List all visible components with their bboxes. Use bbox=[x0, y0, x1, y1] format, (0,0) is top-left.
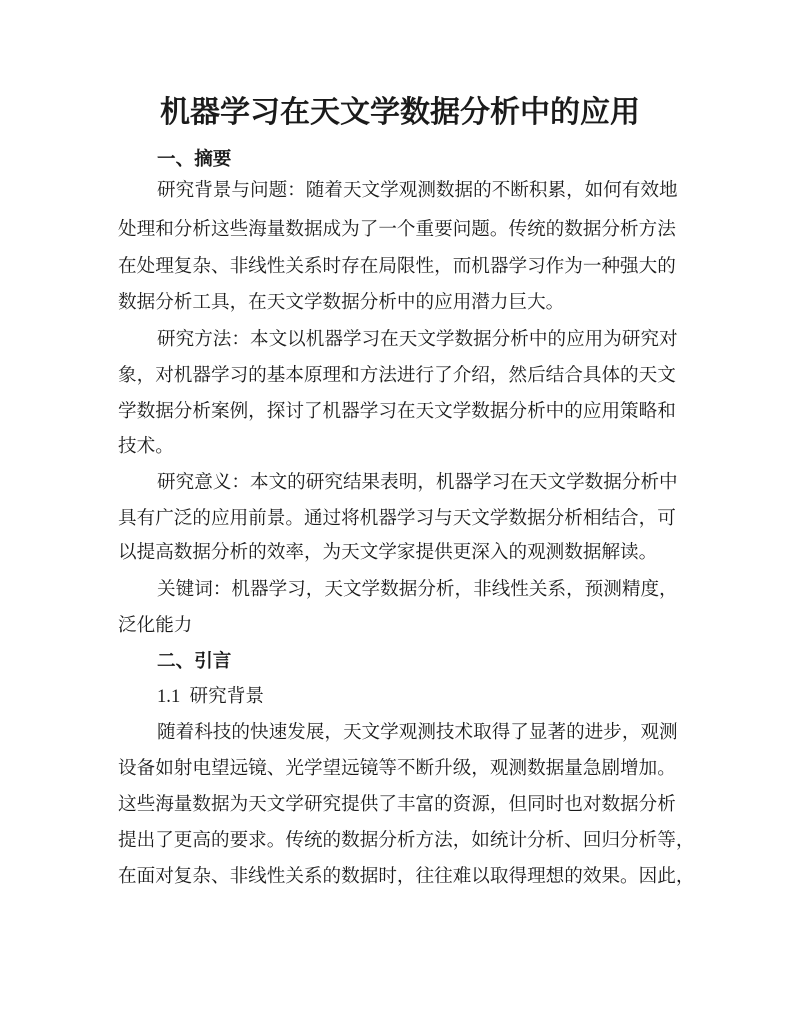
paragraph-line: 学数据分析案例，探讨了机器学习在天文学数据分析中的应用策略和 bbox=[118, 401, 676, 422]
keywords-line: 关键词：机器学习，天文学数据分析，非线性关系，预测精度， bbox=[157, 579, 678, 600]
paragraph-line: 在面对复杂、非线性关系的数据时，往往难以取得理想的效果。因此， bbox=[118, 866, 695, 887]
paragraph-line: 象，对机器学习的基本原理和方法进行了介绍，然后结合具体的天文 bbox=[118, 365, 676, 386]
paragraph-line: 具有广泛的应用前景。通过将机器学习与天文学数据分析相结合，可 bbox=[118, 508, 676, 529]
document-title: 机器学习在天文学数据分析中的应用 bbox=[160, 96, 640, 129]
section-heading-abstract: 一、摘要 bbox=[157, 149, 232, 170]
subsection-heading: 1.1 研究背景 bbox=[157, 686, 264, 707]
paragraph-line: 随着科技的快速发展，天文学观测技术取得了显著的进步，观测 bbox=[157, 722, 678, 743]
paragraph-line: 研究背景与问题：随着天文学观测数据的不断积累，如何有效地 bbox=[157, 180, 678, 201]
paragraph-line: 这些海量数据为天文学研究提供了丰富的资源，但同时也对数据分析 bbox=[118, 794, 676, 815]
paragraph-line: 处理和分析这些海量数据成为了一个重要问题。传统的数据分析方法 bbox=[118, 219, 676, 240]
paragraph-line: 研究方法：本文以机器学习在天文学数据分析中的应用为研究对 bbox=[157, 329, 678, 350]
paragraph-line: 以提高数据分析的效率，为天文学家提供更深入的观测数据解读。 bbox=[118, 542, 658, 563]
section-heading-intro: 二、引言 bbox=[157, 651, 232, 672]
paragraph-line: 设备如射电望远镜、光学望远镜等不断升级，观测数据量急剧增加。 bbox=[118, 758, 676, 779]
paragraph-line: 技术。 bbox=[118, 436, 174, 457]
keywords-line: 泛化能力 bbox=[118, 615, 193, 636]
paragraph-line: 在处理复杂、非线性关系时存在局限性，而机器学习作为一种强大的 bbox=[118, 256, 676, 277]
paragraph-line: 数据分析工具，在天文学数据分析中的应用潜力巨大。 bbox=[118, 292, 565, 313]
paragraph-line: 提出了更高的要求。传统的数据分析方法，如统计分析、回归分析等， bbox=[118, 830, 695, 851]
paragraph-line: 研究意义：本文的研究结果表明，机器学习在天文学数据分析中 bbox=[157, 472, 678, 493]
